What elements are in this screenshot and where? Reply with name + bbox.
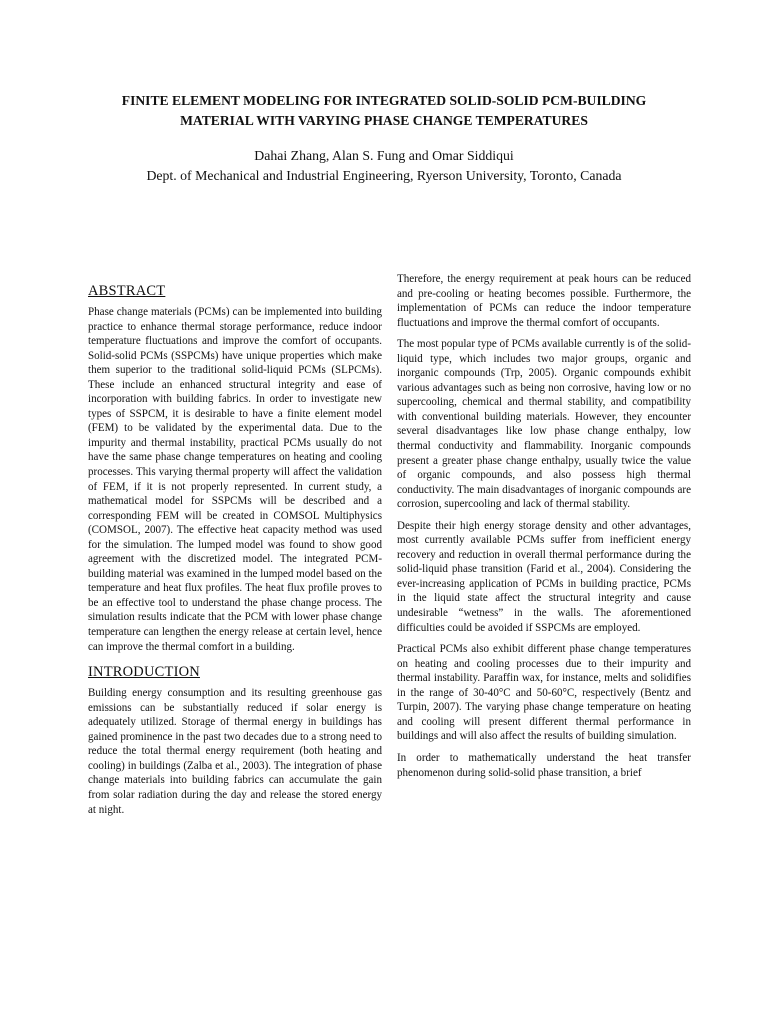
introduction-paragraph-6: In order to mathematically understand the heat transfer phenomenon during solid-solid phase transition, a brief (397, 751, 691, 779)
title-line-1: FINITE ELEMENT MODELING FOR INTEGRATED SOLID-SOLID PCM-BUILDING (121, 93, 647, 108)
author-names: Dahai Zhang, Alan S. Fung and Omar Siddiqui (254, 148, 514, 163)
introduction-heading: INTRODUCTION (88, 664, 200, 681)
author-block (40, 146, 728, 186)
abstract-heading: ABSTRACT (88, 283, 166, 299)
paper-title (40, 91, 728, 131)
title-line-2: MATERIAL WITH VARYING PHASE CHANGE TEMPERATURES (180, 113, 588, 128)
introduction-paragraph-1: Building energy consumption and its resulting greenhouse gas emissions can be substantially reduced if solar energy is adequately utilized. Storage of thermal energy in buildings has gained prominence in the past two decades due to a strong need to reduce the total thermal energy requirement (both heating and cooling) in buildings (Zalba et al., 2003). The integration of phase change materials into building fabrics can accumulate the gain from solar radiation during the day and release the stored energy at night. (88, 687, 382, 816)
introduction-paragraph-2: Therefore, the energy requirement at peak hours can be reduced and pre-cooling or heating becomes possible. Furthermore, the implementation of PCMs can reduce the indoor temperature fluctuations and improve the thermal comfort of occupants. (397, 273, 691, 329)
introduction-paragraph-4: Despite their high energy storage density and other advantages, most currently available PCMs suffer from inefficient energy recovery and reduction in overall thermal performance during the solid-liquid phase transition (Farid et al., 2004). Considering the ever-increasing application of PCMs in building practice, PCMs in the liquid state affect the structural integrity and cause undesirable “wetness” in the walls. The aforementioned difficulties could be avoided if SSPCMs are employed. (397, 519, 691, 634)
left-column (88, 283, 382, 824)
abstract-text: Phase change materials (PCMs) can be implemented into building practice to enhance thermal storage performance, reduce indoor temperature fluctuations and improve the comfort of occupants. Solid-solid PCMs (SSPCMs) have unique properties which make them superior to the traditional solid-liquid PCMs (SLPCMs). These include an enhanced structural integrity and ease of incorporation with building fabrics. In order to investigate new types of SSPCM, it is desirable to have a finite element model (FEM) to be validated by the experimental data. Due to the impurity and thermal instability, practical PCMs usually do not have the same phase change temperatures on heating and cooling processes. This varying thermal property will affect the validation of FEM, if it is not properly represented. In current study, a mathematical model for SSPCMs will be described and a corresponding FEM will be created in COMSOL Multiphysics (COMSOL, 2007). The effective heat capacity method was used for the simulation. The lumped model was found to show good agreement with the discretized model. The integrated PCM-building material was examined in the lumped model based on the temperature and heat flux profiles. The heat flux profile proves to be an effective tool to understand the phase change process. The simulation results indicate that the PCM with lower phase change temperature can lengthen the energy release at certain level, hence can improve the thermal comfort in a building. (88, 306, 382, 653)
introduction-paragraph-5: Practical PCMs also exhibit different phase change temperatures on heating and cooling processes due to their impurity and thermal instability. Paraffin wax, for instance, melts and solidifies in the range of 30-40°C and 50-60°C, respectively (Bentz and Turpin, 2007). The varying phase change temperature on heating and cooling will present different thermal performance in buildings and will also affect the results of building simulation. (397, 643, 691, 743)
author-affiliation: Dept. of Mechanical and Industrial Engineering, Ryerson University, Toronto, Canada (146, 168, 622, 183)
introduction-paragraph-3: The most popular type of PCMs available currently is of the solid-liquid type, which includes two major groups, organic and inorganic compounds (Trp, 2005). Organic compounds exhibit various advantages such as being non corrosive, having low or no supercooling, chemical and thermal stability, and compatibility with conventional building materials. However, they encounter several disadvantages like low phase change enthalpy, low thermal conductivity and flammability. Inorganic compounds present a greater phase change enthalpy, usually twice the value of organic compounds, and also possess high thermal conductivity. The main disadvantages of inorganic compounds are corrosion, supercooling and lack of thermal stability. (397, 338, 691, 511)
right-column (397, 272, 691, 787)
